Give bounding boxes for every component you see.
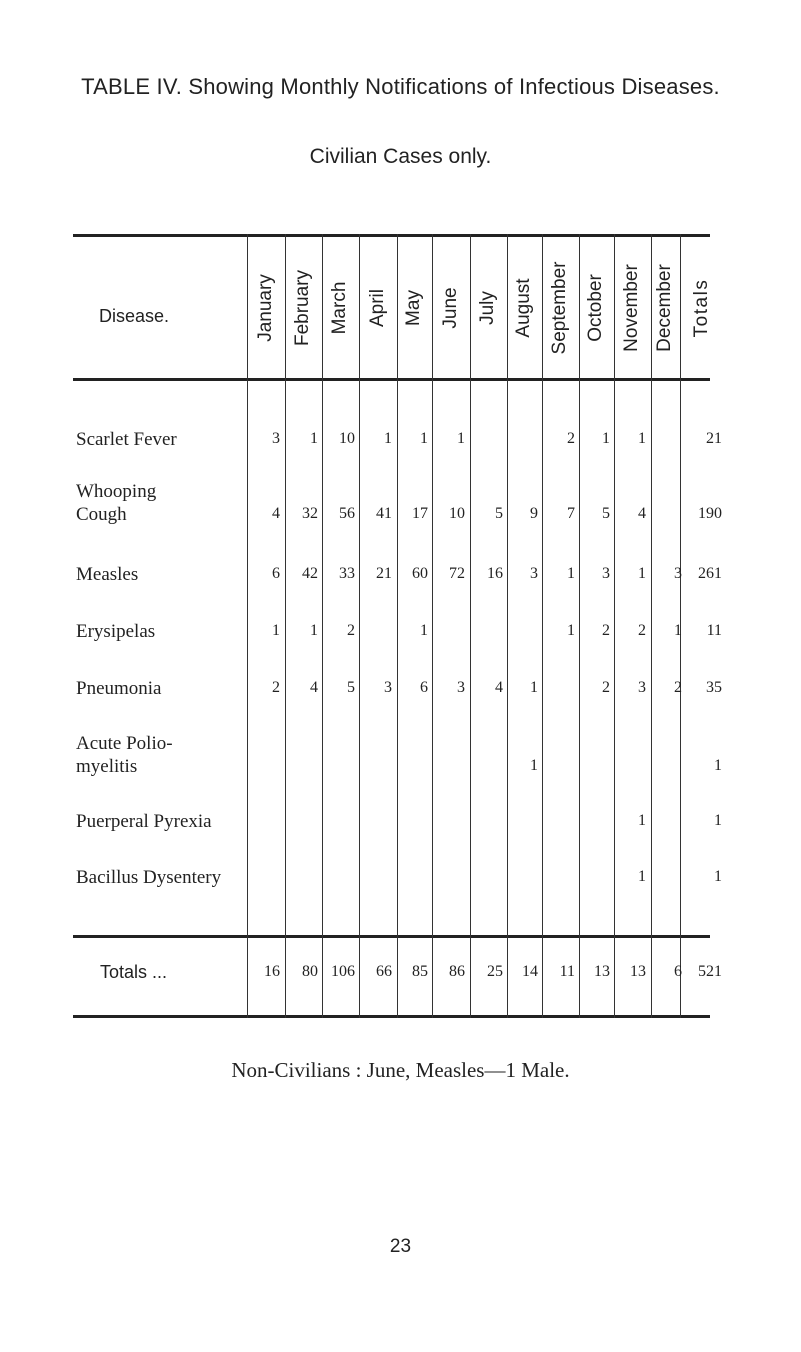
cell-value: 3 [674,565,682,582]
cell-value: 1 [674,622,682,639]
cell-value: 2 [638,622,646,639]
column-header-july: July [477,291,498,325]
total-value: 521 [698,963,722,980]
cell-value: 1 [310,430,318,447]
cell-value: 2 [602,622,610,639]
cell-value: 41 [376,505,392,522]
cell-value: 4 [495,679,503,696]
cell-value: 1 [714,868,722,885]
cell-value: 1 [567,565,575,582]
cell-value: 6 [420,679,428,696]
cell-value: 7 [567,505,575,522]
column-header-february: February [292,269,313,347]
cell-value: 1 [420,430,428,447]
total-value: 11 [559,963,575,980]
cell-value: 1 [638,430,646,447]
cell-value: 2 [674,679,682,696]
cell-value: 3 [384,679,392,696]
disease-name: Pneumonia [76,678,162,699]
total-value: 6 [674,963,682,980]
cell-value: 21 [376,565,392,582]
column-divider [507,234,508,1018]
disease-name: Measles [76,564,139,585]
column-header-october: October [585,274,606,342]
disease-column-header: Disease. [99,306,170,326]
cell-value: 42 [302,565,318,582]
disease-name: Whooping Cough [76,481,157,525]
cell-value: 1 [420,622,428,639]
disease-name: Acute Polio- myelitis [76,733,173,777]
cell-value: 9 [530,505,538,522]
cell-value: 60 [412,565,428,582]
cell-value: 1 [714,812,722,829]
cell-value: 3 [530,565,538,582]
column-header-may: May [403,290,424,326]
cell-value: 190 [698,505,722,522]
cell-value: 4 [272,505,280,522]
total-value: 86 [449,963,465,980]
cell-value: 11 [706,622,722,639]
cell-value: 2 [567,430,575,447]
cell-value: 5 [347,679,355,696]
column-divider [470,234,471,1018]
cell-value: 1 [638,868,646,885]
page-title: TABLE IV. Showing Monthly Notifications of Infectious Diseases. [81,74,720,99]
disease-name: Puerperal Pyrexia [76,811,212,832]
cell-value: 10 [449,505,465,522]
page-number: 23 [389,1236,412,1257]
column-divider [359,234,360,1018]
cell-value: 3 [602,565,610,582]
total-value: 80 [302,963,318,980]
cell-value: 1 [310,622,318,639]
cell-value: 1 [530,679,538,696]
non-civilians-note: Non-Civilians : June, Measles—1 Male. [231,1058,570,1082]
cell-value: 3 [638,679,646,696]
page-subtitle: Civilian Cases only. [309,145,492,168]
cell-value: 16 [487,565,503,582]
cell-value: 3 [457,679,465,696]
total-value: 85 [412,963,428,980]
column-header-september: September [549,261,570,355]
cell-value: 72 [449,565,465,582]
cell-value: 1 [602,430,610,447]
column-header-august: August [513,278,534,338]
column-header-november: November [621,264,642,352]
cell-value: 1 [272,622,280,639]
disease-name: Bacillus Dysentery [76,867,222,888]
cell-value: 1 [384,430,392,447]
cell-value: 35 [706,679,722,696]
column-divider [432,234,433,1018]
cell-value: 1 [638,565,646,582]
total-value: 14 [522,963,538,980]
column-header-totals: Totals [691,278,712,338]
cell-value: 6 [272,565,280,582]
cell-value: 2 [272,679,280,696]
cell-value: 261 [698,565,722,582]
cell-value: 5 [602,505,610,522]
cell-value: 4 [310,679,318,696]
total-value: 13 [630,963,646,980]
cell-value: 1 [530,757,538,774]
column-header-april: April [367,288,388,328]
total-value: 106 [331,963,355,980]
cell-value: 21 [706,430,722,447]
column-header-march: March [329,281,350,335]
disease-name: Scarlet Fever [76,429,177,450]
cell-value: 1 [567,622,575,639]
cell-value: 1 [457,430,465,447]
cell-value: 5 [495,505,503,522]
total-value: 25 [487,963,503,980]
column-header-december: December [654,264,675,352]
column-header-june: June [440,287,461,329]
column-header-january: January [255,274,276,342]
cell-value: 33 [339,565,355,582]
total-value: 13 [594,963,610,980]
cell-value: 2 [347,622,355,639]
disease-name: Erysipelas [76,621,156,642]
cell-value: 17 [412,505,428,522]
total-value: 66 [376,963,392,980]
cell-value: 1 [638,812,646,829]
cell-value: 2 [602,679,610,696]
cell-value: 1 [714,757,722,774]
cell-value: 56 [339,505,355,522]
total-value: 16 [264,963,280,980]
cell-value: 4 [638,505,646,522]
totals-label: Totals ... [100,962,168,982]
cell-value: 10 [339,430,355,447]
cell-value: 3 [272,430,280,447]
cell-value: 32 [302,505,318,522]
